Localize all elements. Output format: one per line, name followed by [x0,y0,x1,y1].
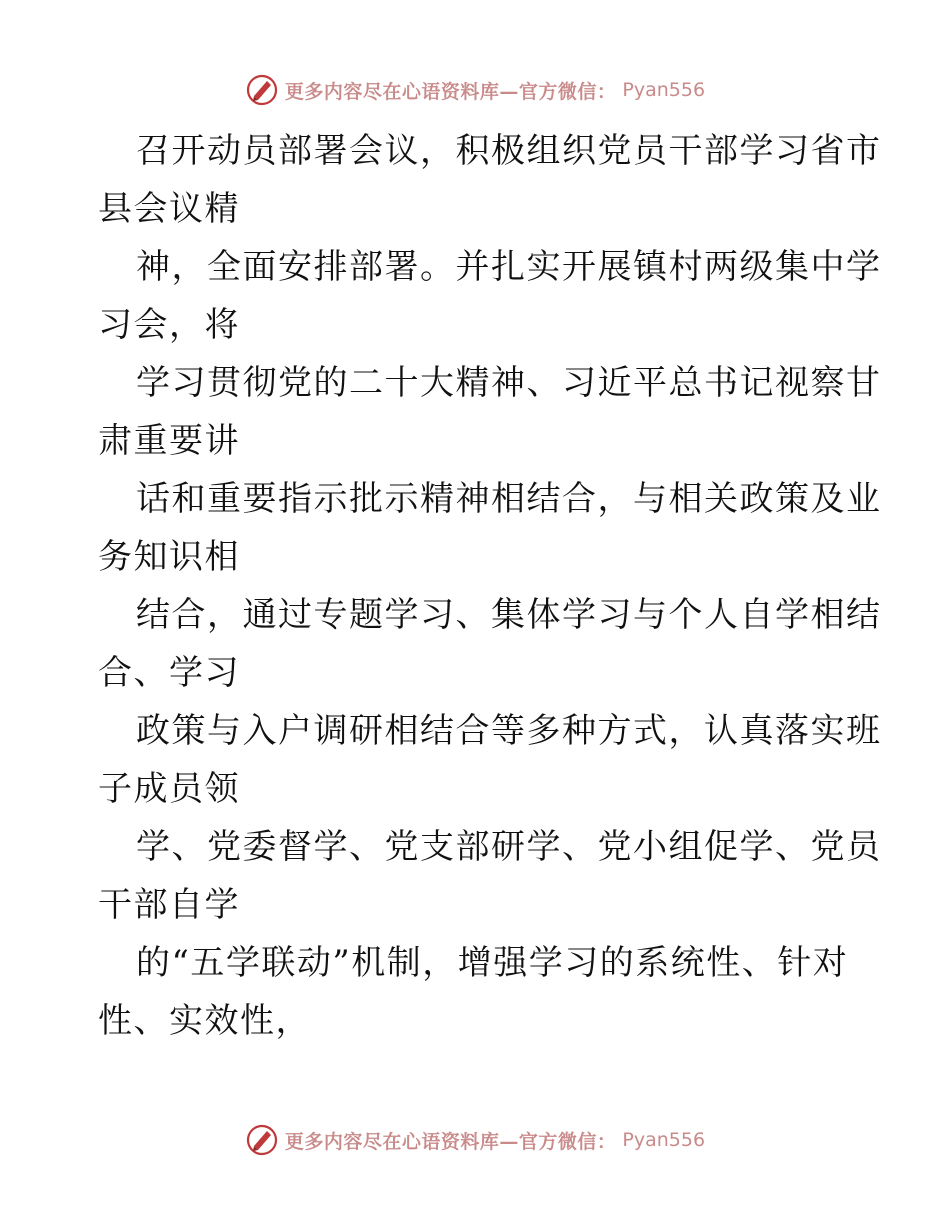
watermark-wechat-id: Pyan556 [622,79,706,101]
body-line: 合、学习 [98,653,240,693]
body-line: 干部自学 [98,885,240,925]
body-line: 务知识相 [98,537,240,577]
body-line: 学、党委督学、党支部研学、党小组促学、党员 [136,827,882,867]
body-line: 的“五学联动”机制，增强学习的系统性、针对 [136,943,849,983]
body-line: 召开动员部署会议，积极组织党员干部学习省市 [136,131,882,171]
body-line: 神，全面安排部署。并扎实开展镇村两级集中学 [136,247,882,287]
body-line: 肃重要讲 [98,421,240,461]
document-body [98,122,882,1050]
body-line: 学习贯彻党的二十大精神、习近平总书记视察甘 [136,363,882,403]
body-line: 习会，将 [98,305,240,345]
body-line: 结合，通过专题学习、集体学习与个人自学相结 [136,595,882,635]
pen-logo-icon [245,1123,279,1157]
body-line: 政策与入户调研相结合等多种方式，认真落实班 [136,711,882,751]
watermark-text: 更多内容尽在心语资料库—官方微信： [284,1130,617,1153]
watermark-wechat-id: Pyan556 [622,1129,706,1151]
pen-logo-icon [245,73,279,107]
header-watermark [0,70,950,110]
footer-watermark [0,1120,950,1160]
body-line: 性、实效性， [98,1001,311,1041]
body-line: 话和重要指示批示精神相结合，与相关政策及业 [136,479,882,519]
body-line: 县会议精 [98,189,240,229]
body-line: 子成员领 [98,769,240,809]
watermark-text: 更多内容尽在心语资料库—官方微信： [284,80,617,103]
